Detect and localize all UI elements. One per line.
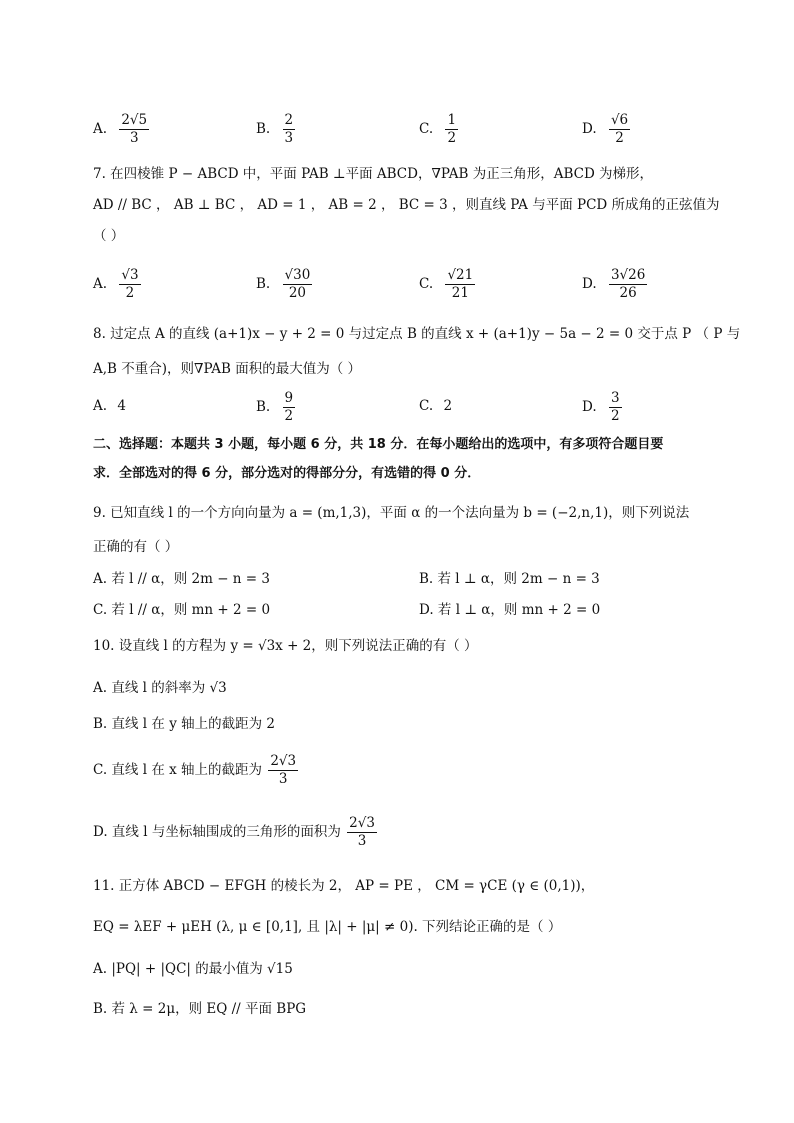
q7-option-d[interactable]: D. $\frac{3√26}{26}$ <box>582 267 646 301</box>
q7-option-a[interactable]: A. $\frac{√3}{2}$ <box>93 267 139 301</box>
q7-option-b[interactable]: B. $\frac{√30}{20}$ <box>256 267 311 301</box>
q7-stem-line3: （ ） <box>93 228 125 244</box>
fraction: $\frac{1}{2}$ <box>447 112 457 146</box>
fraction: $\frac{√6}{2}$ <box>610 112 629 146</box>
fraction: $\frac{√3}{2}$ <box>121 267 139 301</box>
q9-option-d[interactable]: D. 若 l ⊥ α，则 mn + 2 = 0 <box>419 602 601 618</box>
fraction: $\frac{9}{2}$ <box>284 390 294 424</box>
q6-option-c[interactable]: C. $\frac{1}{2}$ <box>419 112 457 146</box>
q9-option-c[interactable]: C. 若 l // α，则 mn + 2 = 0 <box>93 602 271 618</box>
q9-stem-line1: 9. 已知直线 l 的一个方向向量为 a = (m,1,3)，平面 α 的一个法向量为 b = (−2,n,1)，则下列说法 <box>93 505 690 521</box>
fraction: $\frac{√30}{20}$ <box>284 267 311 301</box>
q10-option-a[interactable]: A. 直线 l 的斜率为 √3 <box>93 680 227 696</box>
q10-option-b[interactable]: B. 直线 l 在 y 轴上的截距为 2 <box>93 716 275 732</box>
section-heading-line1: 二、选择题：本题共 3 小题，每小题 6 分，共 18 分．在每小题给出的选项中，有多项符合题目要 <box>93 437 664 452</box>
q8-option-a[interactable]: A. 4 <box>93 398 126 414</box>
q10-option-d[interactable]: D. 直线 l 与坐标轴围成的三角形的面积为 $\frac{2√3}{3}$ <box>93 815 375 849</box>
q7-option-c[interactable]: C. $\frac{√21}{21}$ <box>419 267 474 301</box>
q11-stem-line2: EQ = λEF + μEH (λ, μ ∈ [0,1], 且 |λ| + |μ| ≠ 0). 下列结论正确的是（ ） <box>93 919 562 935</box>
q10-option-c[interactable]: C. 直线 l 在 x 轴上的截距为 $\frac{2√3}{3}$ <box>93 753 297 787</box>
q9-option-b[interactable]: B. 若 l ⊥ α，则 2m − n = 3 <box>419 571 600 587</box>
q8-stem-line2: A,B 不重合)，则∇PAB 面积的最大值为（ ） <box>93 361 362 377</box>
section-heading-line2: 求．全部选对的得 6 分，部分选对的得部分分，有选错的得 0 分． <box>93 466 481 481</box>
fraction: $\frac{2}{3}$ <box>284 112 294 146</box>
q11-option-a[interactable]: A. |PQ| + |QC| 的最小值为 √15 <box>93 961 293 977</box>
q6-option-a[interactable]: A. $\frac{2√5}{3}$ <box>93 112 148 146</box>
fraction: $\frac{2√5}{3}$ <box>121 112 148 146</box>
fraction: $\frac{√21}{21}$ <box>447 267 474 301</box>
fraction: $\frac{3}{2}$ <box>610 390 620 424</box>
q8-stem-line1: 8. 过定点 A 的直线 (a+1)x − y + 2 = 0 与过定点 B 的直线 x + (a+1)y − 5a − 2 = 0 交于点 P （ P 与 <box>93 326 741 342</box>
fraction: $\frac{3√26}{26}$ <box>610 267 646 301</box>
fraction: $\frac{2√3}{3}$ <box>270 753 297 787</box>
q6-option-b[interactable]: B. $\frac{2}{3}$ <box>256 112 294 146</box>
q7-stem-line2: AD // BC ， AB ⊥ BC ， AD = 1 ， AB = 2 ， BC = 3 ，则直线 PA 与平面 PCD 所成角的正弦值为 <box>93 197 720 213</box>
q8-option-b[interactable]: B. $\frac{9}{2}$ <box>256 390 294 424</box>
q7-stem-line1: 7. 在四棱锥 P − ABCD 中，平面 PAB ⊥平面 ABCD，∇PAB 为正三角形，ABCD 为梯形， <box>93 166 654 182</box>
q11-option-b[interactable]: B. 若 λ = 2μ，则 EQ // 平面 BPG <box>93 1001 307 1017</box>
q8-option-c[interactable]: C. 2 <box>419 398 453 414</box>
q11-stem-line1: 11. 正方体 ABCD − EFGH 的棱长为 2， AP = PE ， CM = γCE (γ ∈ (0,1))， <box>93 878 595 894</box>
fraction: $\frac{2√3}{3}$ <box>349 815 375 849</box>
q10-stem: 10. 设直线 l 的方程为 y = √3x + 2，则下列说法正确的有（ ） <box>93 638 478 654</box>
q9-option-a[interactable]: A. 若 l // α，则 2m − n = 3 <box>93 571 270 587</box>
q6-option-d[interactable]: D. $\frac{√6}{2}$ <box>582 112 629 146</box>
q9-stem-line2: 正确的有（ ） <box>93 539 179 555</box>
q8-option-d[interactable]: D. $\frac{3}{2}$ <box>582 390 620 424</box>
